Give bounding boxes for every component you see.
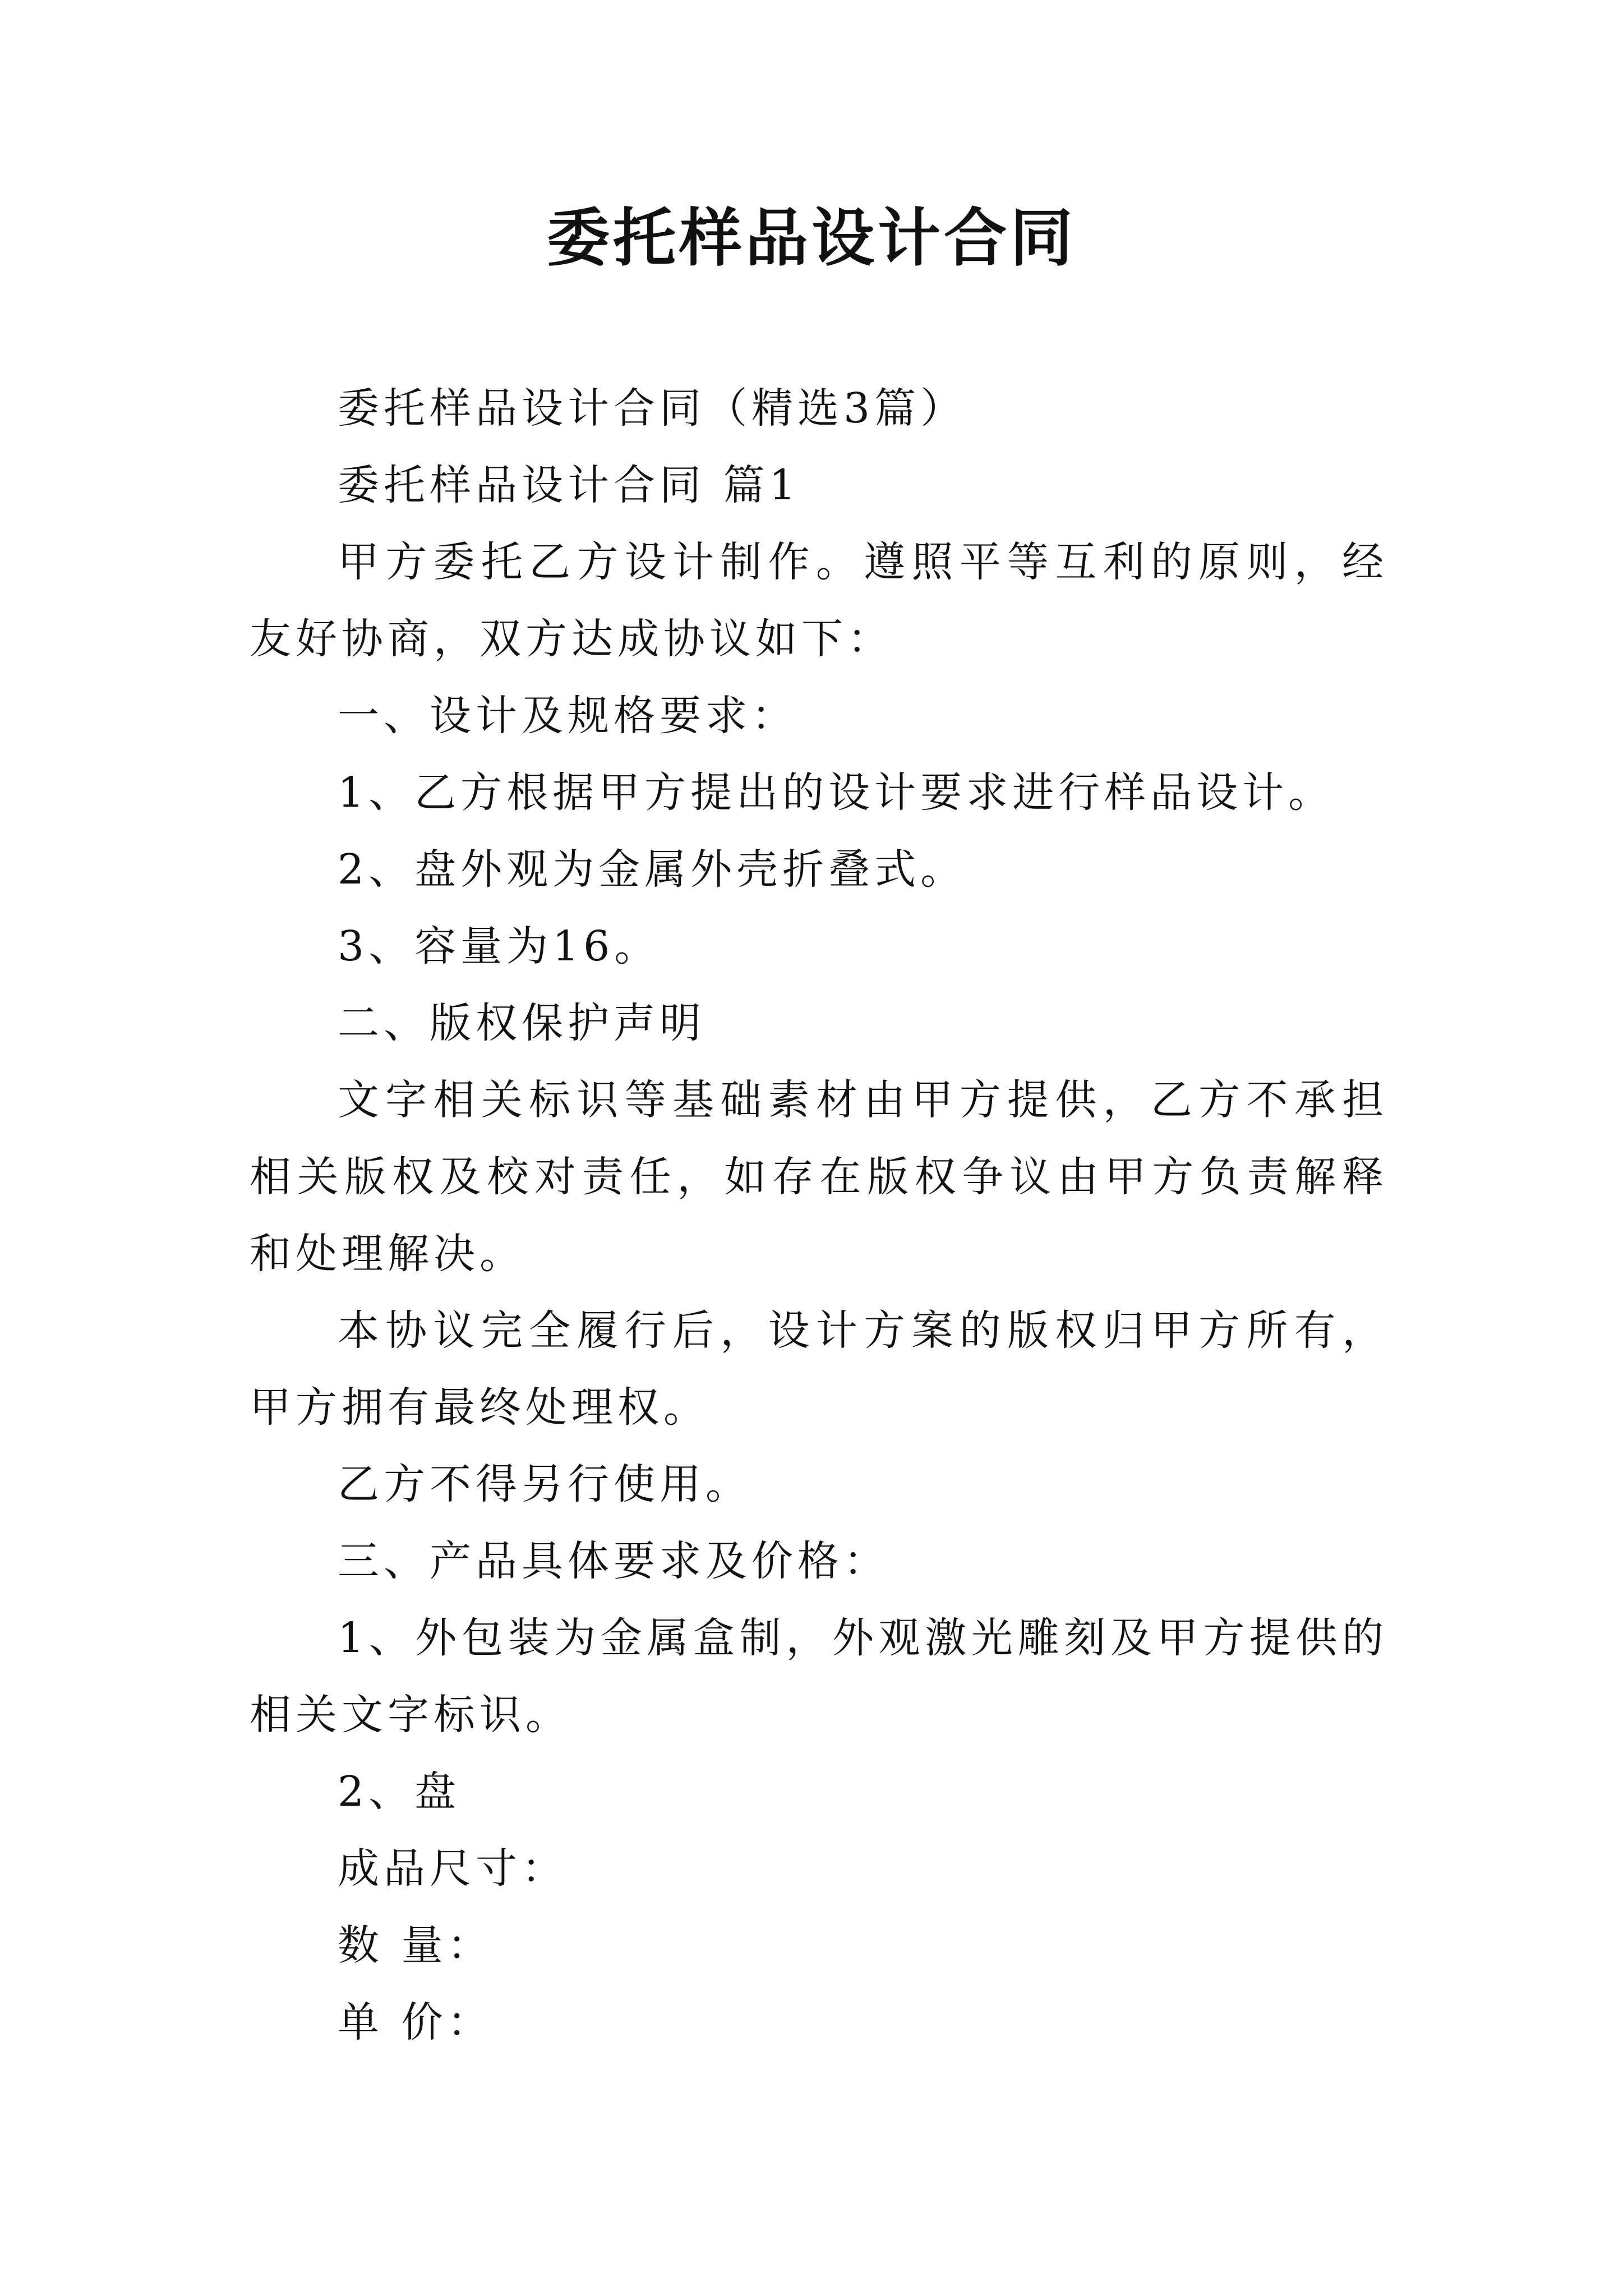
paragraph-clause-3-item-1: 1、外包装为金属盒制，外观激光雕刻及甲方提供的相关文字标识。 bbox=[250, 1614, 1388, 1739]
paragraph-product-size: 成品尺寸： bbox=[338, 1844, 568, 1893]
document-body bbox=[250, 370, 1388, 2061]
document-title: 委托样品设计合同 bbox=[547, 201, 1076, 275]
paragraph-clause-3-heading: 三、产品具体要求及价格： bbox=[338, 1537, 889, 1585]
paragraph-clause-1-heading: 一、设计及规格要求： bbox=[338, 692, 797, 740]
paragraph-clause-1-item-2: 2、盘外观为金属外壳折叠式。 bbox=[338, 845, 967, 894]
paragraph-clause-1-item-1: 1、乙方根据甲方提出的设计要求进行样品设计。 bbox=[338, 769, 1335, 817]
paragraph-ownership: 本协议完全履行后，设计方案的版权归甲方所有，甲方拥有最终处理权。 bbox=[250, 1306, 1388, 1432]
paragraph-intro: 甲方委托乙方设计制作。遵照平等互利的原则，经友好协商，双方达成协议如下： bbox=[250, 538, 1388, 663]
paragraph-no-other-use: 乙方不得另行使用。 bbox=[338, 1460, 751, 1508]
paragraph-subtitle: 委托样品设计合同（精选3篇） bbox=[338, 384, 967, 432]
paragraph-quantity: 数 量： bbox=[338, 1921, 494, 1970]
paragraph-clause-3-item-2: 2、盘 bbox=[338, 1768, 461, 1816]
paragraph-copyright-text: 文字相关标识等基础素材由甲方提供，乙方不承担相关版权及校对责任，如存在版权争议由甲方负责解释和处理解决。 bbox=[250, 1076, 1388, 1278]
paragraph-clause-2-heading: 二、版权保护声明 bbox=[338, 999, 706, 1047]
paragraph-section-heading: 委托样品设计合同 篇1 bbox=[338, 461, 800, 509]
paragraph-unit-price: 单 价： bbox=[338, 1998, 494, 2046]
paragraph-clause-1-item-3: 3、容量为16。 bbox=[338, 922, 661, 970]
